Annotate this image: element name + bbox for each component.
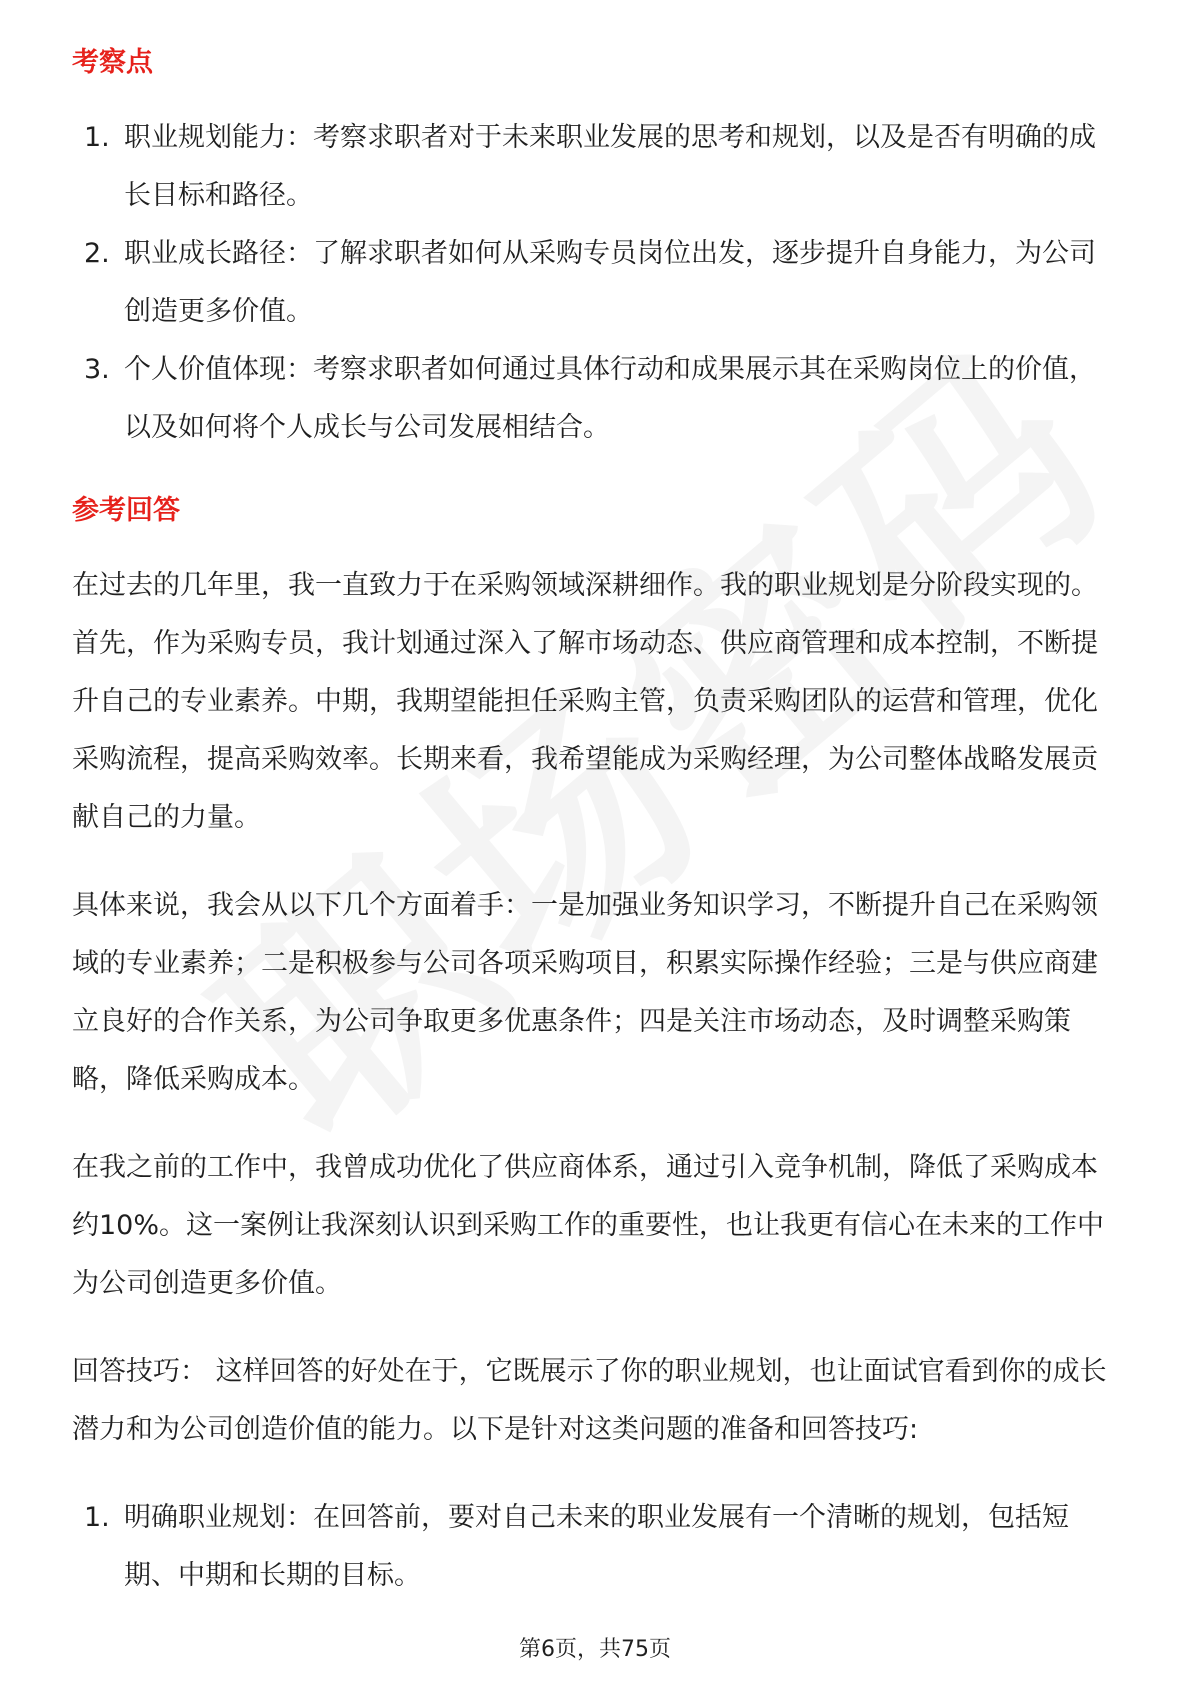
- inspection-points-list: [72, 109, 1122, 457]
- list-item: [72, 1489, 1122, 1605]
- answer-tips-paragraph: 回答技巧： 这样回答的好处在于，它既展示了你的职业规划，也让面试官看到你的成长潜力和为公司创造价值的能力。以下是针对这类问题的准备和回答技巧:: [72, 1356, 1107, 1445]
- list-item: [72, 109, 1122, 225]
- section-title-inspection-points: 考察点: [72, 47, 153, 78]
- list-item-number: 2.: [84, 238, 110, 269]
- section-title-reference-answer: 参考回答: [72, 495, 180, 526]
- list-item-number: 3.: [84, 354, 110, 385]
- list-item-text: 明确职业规划：在回答前，要对自己未来的职业发展有一个清晰的规划，包括短期、中期和长期的目标。: [124, 1502, 1069, 1591]
- list-item: [72, 225, 1122, 341]
- answer-paragraph: 在过去的几年里，我一直致力于在采购领域深耕细作。我的职业规划是分阶段实现的。首先，作为采购专员，我计划通过深入了解市场动态、供应商管理和成本控制，不断提升自己的专业素养。中期，我期望能担任采购主管，负责采购团队的运营和管理，优化采购流程，提高采购效率。长期来看，我希望能成为采购经理，为公司整体战略发展贡献自己的力量。: [72, 570, 1098, 833]
- list-item-number: 1.: [84, 122, 110, 153]
- answer-tips-list: [72, 1489, 1122, 1605]
- list-item-text: 职业规划能力：考察求职者对于未来职业发展的思考和规划，以及是否有明确的成长目标和路径。: [124, 122, 1096, 211]
- answer-paragraph: 具体来说，我会从以下几个方面着手：一是加强业务知识学习，不断提升自己在采购领域的专业素养；二是积极参与公司各项采购项目，积累实际操作经验；三是与供应商建立良好的合作关系，为公司争取更多优惠条件；四是关注市场动态，及时调整采购策略，降低采购成本。: [72, 890, 1098, 1095]
- answer-paragraph: 在我之前的工作中，我曾成功优化了供应商体系，通过引入竞争机制，降低了采购成本约10%。这一案例让我深刻认识到采购工作的重要性，也让我更有信心在未来的工作中为公司创造更多价值。: [72, 1152, 1105, 1299]
- page-number-footer: 第6页，共75页: [519, 1637, 671, 1662]
- list-item-number: 1.: [84, 1502, 110, 1533]
- list-item-text: 职业成长路径：了解求职者如何从采购专员岗位出发，逐步提升自身能力，为公司创造更多价值。: [124, 238, 1096, 327]
- page-content: [72, 45, 1122, 1605]
- list-item: [72, 341, 1122, 457]
- list-item-text: 个人价值体现：考察求职者如何通过具体行动和成果展示其在采购岗位上的价值，以及如何将个人成长与公司发展相结合。: [124, 354, 1096, 443]
